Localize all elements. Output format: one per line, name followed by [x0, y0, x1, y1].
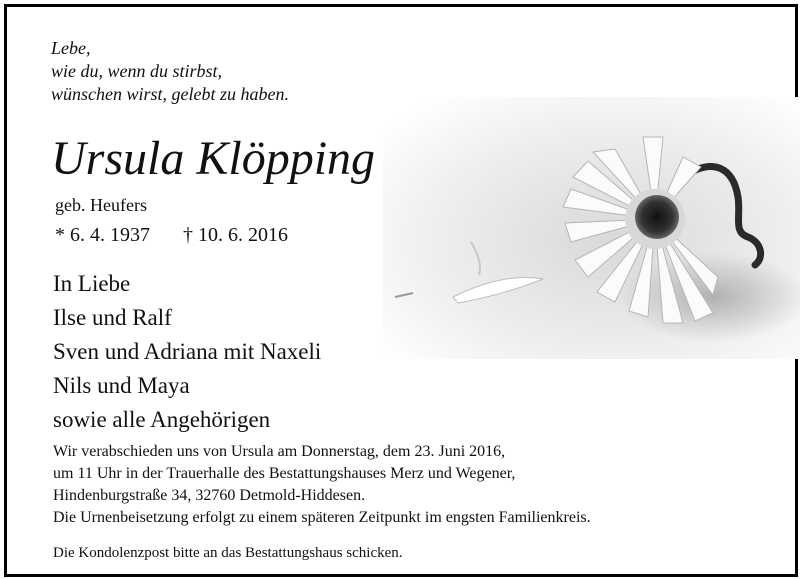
poem-line: Lebe, [51, 38, 91, 58]
obituary-card [4, 4, 798, 577]
service-line: Hindenburgstraße 34, 32760 Detmold-Hiddesen. [53, 487, 366, 504]
service-line: Die Urnenbeisetzung erfolgt zu einem späteren Zeitpunkt im engsten Familienkreis. [53, 509, 591, 526]
service-info [53, 441, 591, 529]
poem-line: wie du, wenn du stirbst, [51, 61, 223, 81]
life-dates [55, 224, 288, 247]
birth-name: geb. Heufers [55, 195, 147, 215]
mourners-intro: In Liebe [53, 271, 131, 296]
mourners-list [53, 267, 321, 437]
mourner-entry: Nils und Maya [53, 373, 190, 398]
gerbera-flower-photo [383, 97, 800, 359]
death-date: † 10. 6. 2016 [183, 224, 288, 246]
poem-line: wünschen wirst, gelebt zu haben. [51, 84, 289, 104]
mourner-entry: Sven und Adriana mit Naxeli [53, 339, 322, 364]
condolence-note: Die Kondolenzpost bitte an das Bestattungshaus schicken. [53, 545, 403, 561]
poem [51, 37, 289, 106]
deceased-name: Ursula Klöpping [51, 132, 376, 185]
service-line: um 11 Uhr in der Trauerhalle des Bestattungshauses Merz und Wegener, [53, 465, 516, 482]
service-line: Wir verabschieden uns von Ursula am Donnerstag, dem 23. Juni 2016, [53, 443, 506, 460]
mourner-entry: Ilse und Ralf [53, 305, 172, 330]
mourner-entry: sowie alle Angehörigen [53, 407, 271, 432]
birth-date: * 6. 4. 1937 [55, 224, 150, 246]
